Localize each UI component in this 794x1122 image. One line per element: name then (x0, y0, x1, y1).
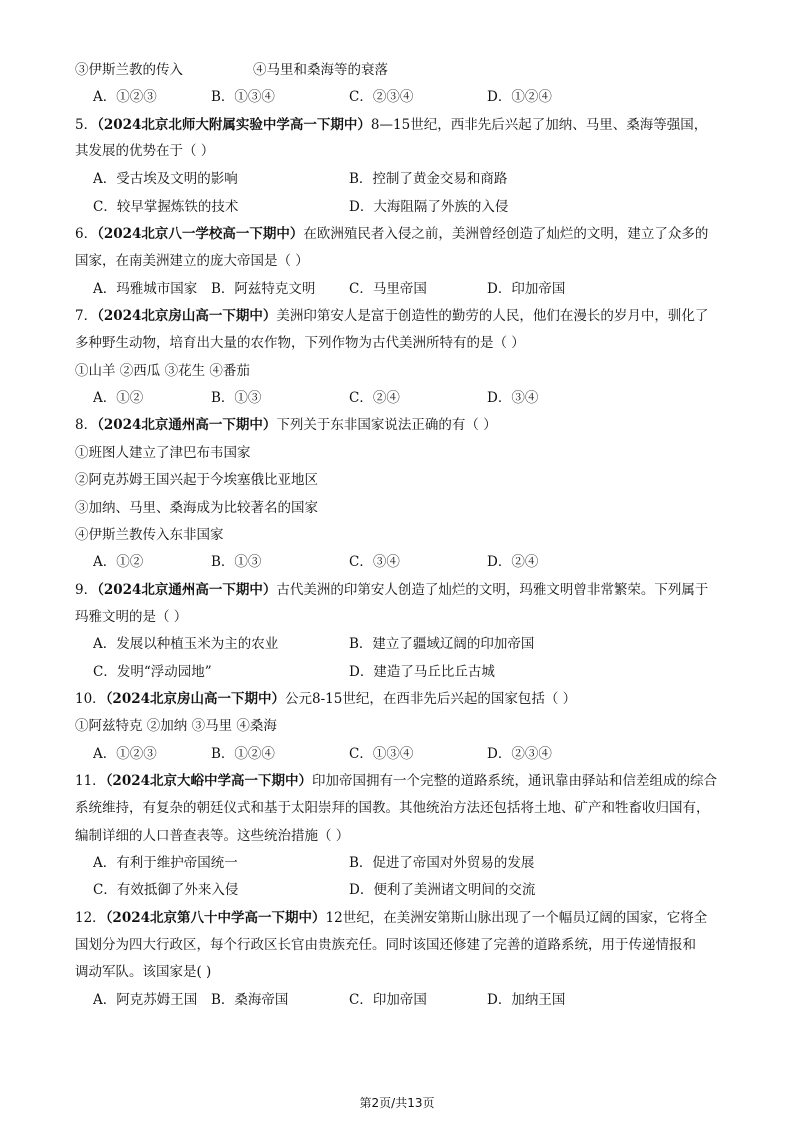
question-11-stem-cont-2: 编制详细的人口普查表等。这些统治措施（ ） (75, 828, 350, 844)
item-3: ③伊斯兰教的传入 (75, 62, 183, 78)
option-c: C．马里帝国 (349, 281, 427, 297)
option-a: A．阿克苏姆王国 (93, 992, 198, 1008)
option-d: D．②③④ (487, 746, 552, 762)
question-10-items: ①阿兹特克 ②加纳 ③马里 ④桑海 (75, 718, 277, 734)
option-b: B．①③ (211, 390, 262, 406)
option-a: A．①②③ (93, 89, 157, 105)
option-a: A．①②③ (93, 746, 157, 762)
question-7-items: ①山羊 ②西瓜 ③花生 ④番茄 (75, 363, 250, 379)
question-9-stem: 9．（2024北京通州高一下期中）古代美洲的印第安人创造了灿烂的文明，玛雅文明曾非常繁荣。下列属于 (75, 582, 709, 598)
page-number-footer: 第2页/共13页 (359, 1096, 435, 1110)
question-8-statement-3: ③加纳、马里、桑海成为比较著名的国家 (75, 500, 318, 516)
option-c: C．③④ (349, 554, 400, 570)
option-b: B．①③④ (211, 89, 275, 105)
question-12-stem: 12．（2024北京第八十中学高一下期中）12世纪，在美洲安第斯山脉出现了一个幅员辽阔的国家，它将全 (75, 910, 708, 926)
option-b: B．建立了疆域辽阔的印加帝国 (349, 636, 535, 652)
option-a: A．有利于维护帝国统一 (93, 855, 238, 871)
option-c: C．印加帝国 (349, 992, 427, 1008)
question-8-statement-1: ①班图人建立了津巴布韦国家 (75, 445, 251, 461)
option-d: D．①②④ (487, 89, 552, 105)
option-b: B．①③ (211, 554, 262, 570)
option-c: C．发明“浮动园地” (93, 664, 212, 680)
option-d: D．③④ (487, 390, 539, 406)
option-b: B．桑海帝国 (211, 992, 289, 1008)
option-a: A．受古埃及文明的影响 (93, 171, 238, 187)
option-a: A．发展以种植玉米为主的农业 (93, 636, 279, 652)
question-5-stem: 5．（2024北京北师大附属实验中学高一下期中）8—15世纪，西非先后兴起了加纳、马里、桑海等强国， (75, 117, 708, 133)
question-12-stem-cont-1: 国划分为四大行政区，每个行政区长官由贵族充任。同时该国还修建了完善的道路系统，用于传递情报和 (75, 937, 696, 953)
question-7-stem-cont: 多种野生动物，培育出大量的农作物，下列作物为古代美洲所特有的是（ ） (75, 335, 525, 351)
option-b: B．控制了黄金交易和商路 (349, 171, 508, 187)
option-d: D．大海阻隔了外族的入侵 (349, 199, 509, 215)
option-c: C．②③④ (349, 89, 414, 105)
option-a: A．①② (93, 390, 144, 406)
option-a: A．①② (93, 554, 144, 570)
option-b: B．促进了帝国对外贸易的发展 (349, 855, 535, 871)
question-11-stem-cont-1: 系统维持，有复杂的朝廷仪式和基于太阳崇拜的国教。其他统治方法还包括将土地、矿产和牲畜收归国有， (75, 800, 710, 816)
item-4: ④马里和桑海等的衰落 (253, 62, 388, 78)
option-b: B．阿兹特克文明 (211, 281, 316, 297)
option-b: B．①②④ (211, 746, 275, 762)
option-c: C．较早掌握炼铁的技术 (93, 199, 239, 215)
option-d: D．②④ (487, 554, 539, 570)
question-10-stem: 10．（2024北京房山高一下期中）公元8-15世纪，在西非先后兴起的国家包括（ ） (75, 691, 577, 707)
option-d: D．加纳王国 (487, 992, 566, 1008)
option-c: C．②④ (349, 390, 400, 406)
option-d: D．印加帝国 (487, 281, 566, 297)
question-5-stem-cont: 其发展的优势在于（ ） (75, 143, 215, 159)
option-a: A．玛雅城市国家 (93, 281, 198, 297)
question-11-stem: 11．（2024北京大峪中学高一下期中）印加帝国拥有一个完整的道路系统，通讯靠由驿站和信差组成的综合 (75, 773, 718, 789)
option-d: D．便利了美洲诸文明间的交流 (349, 882, 536, 898)
question-12-stem-cont-2: 调动军队。该国家是( ) (75, 964, 212, 980)
question-7-stem: 7．（2024北京房山高一下期中）美洲印第安人是富于创造性的勤劳的人民，他们在漫长的岁月中，驯化了 (75, 308, 709, 324)
question-8-statement-2: ②阿克苏姆王国兴起于今埃塞俄比亚地区 (75, 472, 318, 488)
question-9-stem-cont: 玛雅文明的是（ ） (75, 609, 188, 625)
question-6-stem-cont: 国家，在南美洲建立的庞大帝国是（ ） (75, 253, 309, 269)
option-c: C．①③④ (349, 746, 414, 762)
option-c: C．有效抵御了外来入侵 (93, 882, 239, 898)
question-8-stem: 8．（2024北京通州高一下期中）下列关于东非国家说法正确的有（ ） (75, 417, 497, 433)
question-8-statement-4: ④伊斯兰教传入东非国家 (75, 527, 224, 543)
option-d: D．建造了马丘比丘古城 (349, 664, 495, 680)
question-6-stem: 6．（2024北京八一学校高一下期中）在欧洲殖民者入侵之前，美洲曾经创造了灿烂的文明，建立了众多的 (75, 226, 709, 242)
